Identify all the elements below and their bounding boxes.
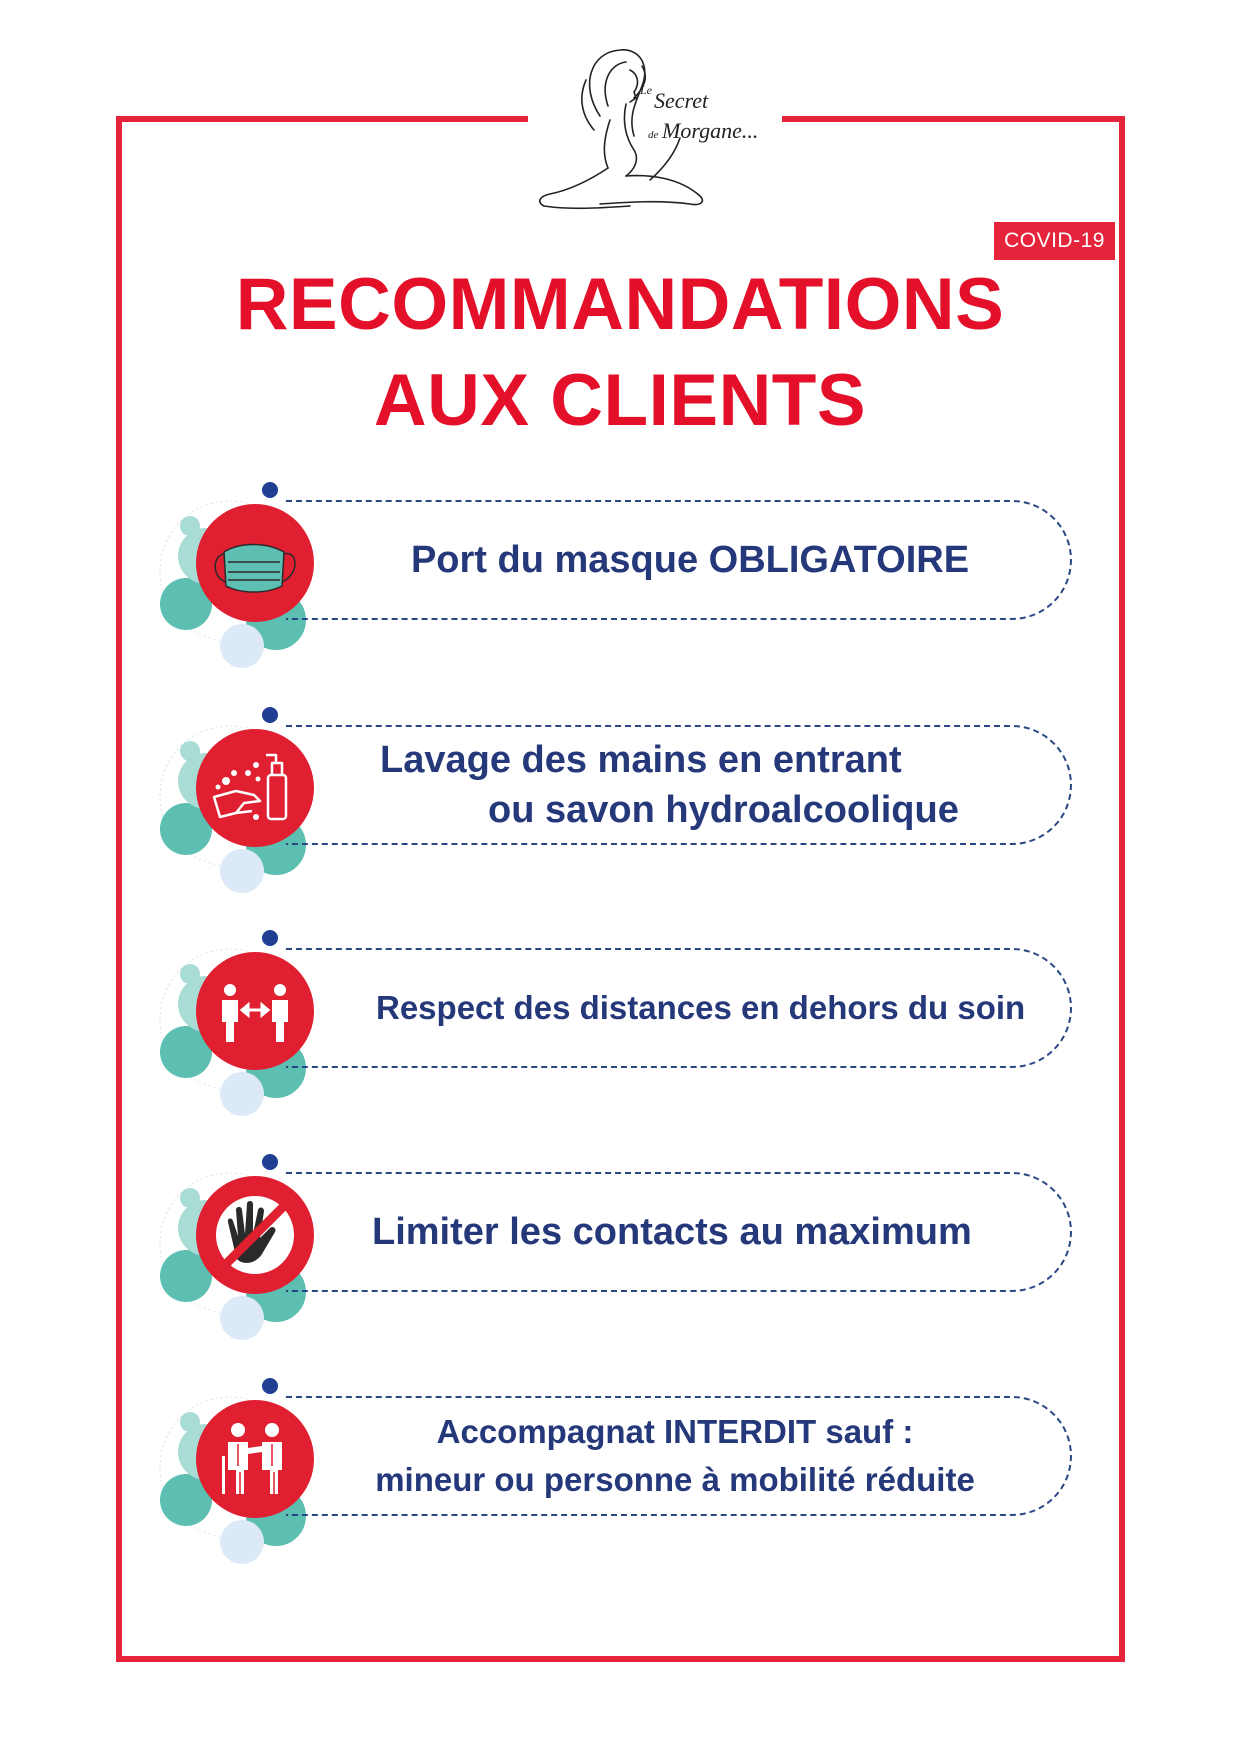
logo-text-de: de — [648, 129, 659, 141]
covid-badge: COVID-19 — [994, 222, 1115, 260]
page-title-line-1: RECOMMANDATIONS — [235, 264, 1005, 345]
recommendation-text-line-1: Accompagnat INTERDIT sauf : — [436, 1413, 914, 1450]
recommendation-text: Limiter les contacts au maximum — [372, 1210, 972, 1253]
recommendation-text-line-1: Lavage des mains en entrant — [380, 739, 902, 781]
recommendation-text-line-2: mineur ou personne à mobilité réduite — [375, 1461, 975, 1498]
recommendation-contact — [0, 1172, 1240, 1342]
brand-logo — [530, 46, 780, 214]
recommendation-distance — [0, 948, 1240, 1118]
recommendation-mask — [0, 500, 1240, 670]
no-contact-icon — [196, 1176, 314, 1294]
recommendation-text-line-2: ou savon hydroalcoolique — [488, 789, 959, 831]
logo-text-secret: Secret — [654, 88, 709, 113]
recommendation-text: Respect des distances en dehors du soin — [376, 989, 1026, 1026]
companion-icon — [196, 1400, 314, 1518]
page-title-line-2: AUX CLIENTS — [373, 360, 867, 441]
logo-text-le: Le — [640, 83, 652, 97]
recommendation-companion — [0, 1396, 1240, 1566]
social-distance-icon — [196, 952, 314, 1070]
logo-text-morgane: Morgane... — [662, 118, 759, 143]
face-mask-icon — [196, 504, 314, 622]
recommendation-handwash — [0, 725, 1240, 895]
hand-washing-icon — [196, 729, 314, 847]
recommendation-text: Port du masque OBLIGATOIRE — [410, 538, 970, 581]
